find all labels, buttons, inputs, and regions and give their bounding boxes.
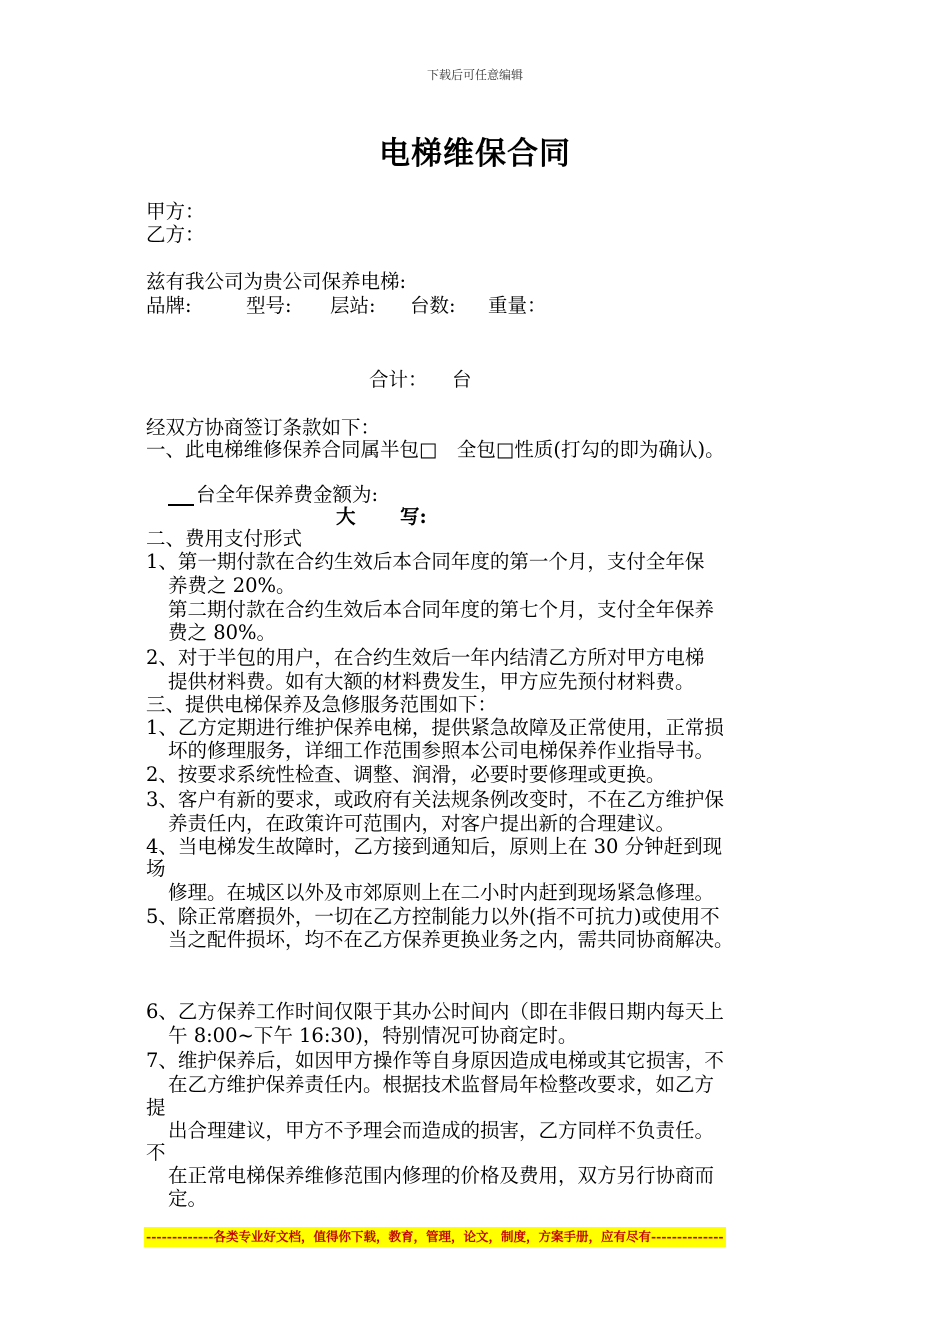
party-a-label: 甲方：: [146, 200, 205, 223]
spec-weight: 重量：: [488, 294, 547, 317]
s3-item6-l1: 6、乙方保养工作时间仅限于其办公时间内（即在非假日期内每天上: [146, 1000, 724, 1023]
spec-brand: 品牌:: [146, 294, 192, 317]
section-2-heading: 二、费用支付形式: [146, 527, 303, 550]
spec-floors: 层站:: [330, 294, 376, 317]
agreement-intro: 经双方协商签订条款如下：: [146, 416, 381, 439]
s3-item1-l2: 坏的修理服务，详细工作范围参照本公司电梯保养作业指导书。: [168, 739, 715, 762]
s3-item7-l6: 在正常电梯保养维修范围内修理的价格及费用，双方另行协商而: [168, 1164, 715, 1187]
annual-fee-line: [168, 483, 378, 506]
s3-item1-l1: 1、乙方定期进行维护保养电梯，提供紧急故障及正常使用，正常损: [146, 716, 724, 739]
s2-item2-l2: 提供材料费。如有大额的材料费发生，甲方应先预付材料费。: [168, 670, 695, 693]
s3-item7-l7: 定。: [168, 1187, 208, 1210]
s3-item7-l1: 7、维护保养后，如因甲方操作等自身原因造成电梯或其它损害，不: [146, 1049, 724, 1072]
s3-item5-l1: 5、除正常磨损外，一切在乙方控制能力以外(指不可抗力)或使用不: [146, 905, 720, 928]
s3-item7-l5: 不: [146, 1141, 166, 1164]
s2-item1-l1: 1、第一期付款在合约生效后本合同年度的第一个月，支付全年保: [146, 550, 705, 573]
header-note: 下载后可任意编辑: [426, 68, 523, 82]
fee-capital-a: 大: [336, 505, 356, 528]
s3-item6-l2: 午 8:00~下午 16:30)，特别情况可协商定时。: [168, 1024, 578, 1047]
annual-fee-text: 台全年保养费金额为:: [196, 483, 379, 506]
party-b-label: 乙方：: [146, 223, 205, 246]
total-label: 合计：: [369, 368, 428, 391]
s3-item3-l2: 养责任内，在政策许可范围内，对客户提出新的合理建议。: [168, 812, 676, 835]
footer-banner: -------------各类专业好文档，值得你下载，教育，管理，论文，制度，方案手册，应有尽有--------------: [144, 1227, 726, 1247]
fee-capital-b: 写:: [400, 505, 427, 528]
s2-item1-l3: 第二期付款在合约生效后本合同年度的第七个月，支付全年保养: [168, 598, 715, 621]
intro-text: 兹有我公司为贵公司保养电梯:: [146, 270, 407, 293]
s3-item2: 2、按要求系统性检查、调整、润滑，必要时要修理或更换。: [146, 763, 666, 786]
spec-model: 型号:: [246, 294, 292, 317]
s3-item7-l3: 提: [146, 1096, 166, 1119]
s2-item2-l1: 2、对于半包的用户，在合约生效后一年内结清乙方所对甲方电梯: [146, 646, 705, 669]
s3-item4-l1: 4、当电梯发生故障时，乙方接到通知后，原则上在 30 分钟赶到现: [146, 835, 723, 858]
s3-item3-l1: 3、客户有新的要求，或政府有关法规条例改变时，不在乙方维护保: [146, 788, 724, 811]
clause-1: 一、此电梯维修保养合同属半包□ 全包□性质(打勾的即为确认)。: [146, 438, 725, 461]
s3-item4-l3: 修理。在城区以外及市郊原则上在二小时内赶到现场紧急修理。: [168, 881, 715, 904]
total-unit: 台: [452, 368, 472, 391]
s3-item5-l2: 当之配件损坏，均不在乙方保养更换业务之内，需共同协商解决。: [168, 928, 734, 951]
s2-item1-l2: 养费之 20%。: [168, 574, 296, 597]
s2-item1-l4: 费之 80%。: [168, 621, 277, 644]
s3-item7-l4: 出合理建议，甲方不予理会而造成的损害，乙方同样不负责任。: [168, 1119, 715, 1142]
spec-count: 台数:: [410, 294, 456, 317]
document-title: 电梯维保合同: [379, 136, 571, 172]
s3-item7-l2: 在乙方维护保养责任内。根据技术监督局年检整改要求，如乙方: [168, 1073, 715, 1096]
section-3-heading: 三、提供电梯保养及急修服务范围如下：: [146, 693, 498, 716]
fee-count-blank: [168, 486, 194, 506]
s3-item4-l2: 场: [146, 857, 166, 880]
